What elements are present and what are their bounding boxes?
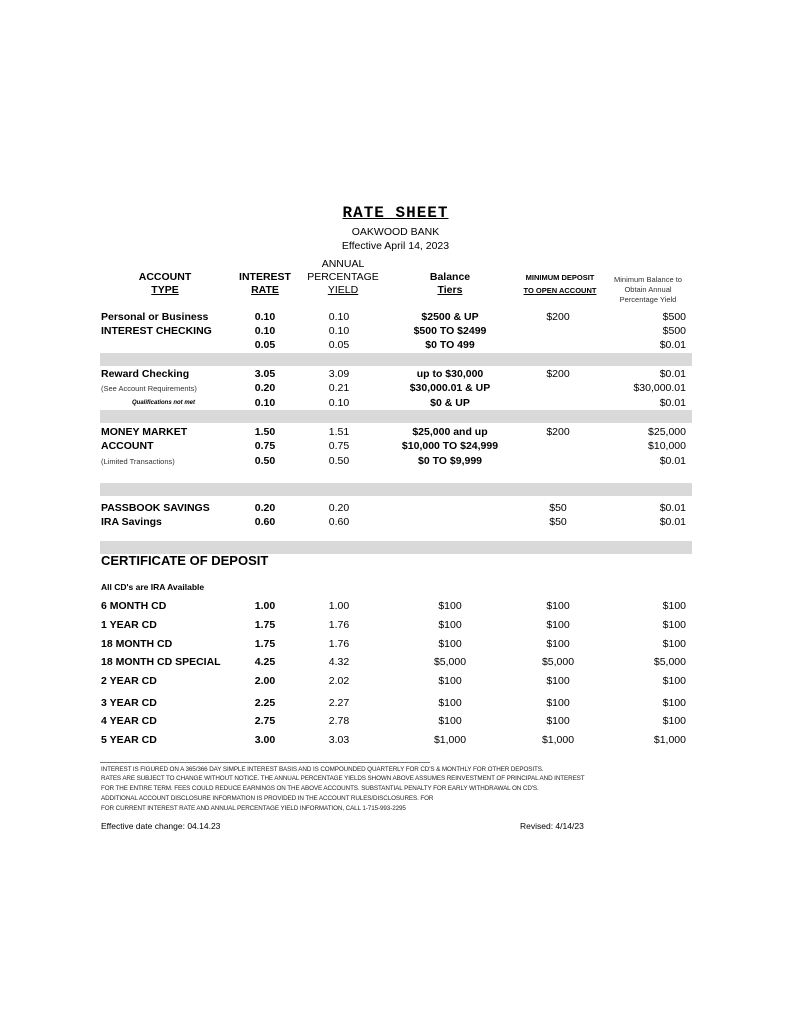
effective-date: Effective April 14, 2023 [341,240,450,252]
table-row: 6 MONTH CD 1.00 1.00 $100 $100 $100 [101,600,686,612]
table-row: 1 YEAR CD 1.75 1.76 $100 $100 $100 [101,619,686,631]
disclosure-line: INTEREST IS FIGURED ON A 365/366 DAY SIMPLE INTEREST BASIS AND IS COMPOUNDED QUARTERLY FOR CD'S & MONTHLY FOR OTHER DEPOSITS. [101,766,544,773]
disclosure-rule [100,762,430,763]
col-min-deposit-header: MINIMUM DEPOSIT TO OPEN ACCOUNT [523,273,597,295]
effective-date-change: Effective date change: 04.14.23 [101,821,221,831]
table-row: Personal or Business 0.10 0.10 $2500 & UP $200 $500 [101,311,686,323]
table-row: Reward Checking 3.05 3.09 up to $30,000 $200 $0.01 [101,368,686,380]
table-row: INTEREST CHECKING 0.10 0.10 $500 TO $2499 $500 [101,325,686,337]
section-divider [100,483,692,496]
table-row: IRA Savings 0.60 0.60 $50 $0.01 [101,516,686,528]
cd-ira-note: All CD's are IRA Available [101,582,205,592]
table-row: 3 YEAR CD 2.25 2.27 $100 $100 $100 [101,697,686,709]
table-row: 2 YEAR CD 2.00 2.02 $100 $100 $100 [101,675,686,687]
disclosure-line: RATES ARE SUBJECT TO CHANGE WITHOUT NOTICE. THE ANNUAL PERCENTAGE YIELDS SHOWN ABOVE ASSUMES REINVESTMENT OF PRINCIPAL AND INTEREST [101,775,585,782]
table-row: PASSBOOK SAVINGS 0.20 0.20 $50 $0.01 [101,502,686,514]
section-divider [100,353,692,366]
col-rate-header: INTEREST RATE [239,271,291,296]
table-row: 0.05 0.05 $0 TO 499 $0.01 [254,339,686,351]
disclosure-line: FOR CURRENT INTEREST RATE AND ANNUAL PERCENTAGE YIELD INFORMATION, CALL 1-715-993-2295 [101,805,406,812]
table-row: Qualifications not met 0.10 0.10 $0 & UP $0.01 [132,397,686,409]
col-tiers-header: Balance Tiers [429,271,471,296]
col-apy-header: ANNUAL PERCENTAGE YIELD [307,258,379,296]
bank-name: OAKWOOD BANK [351,226,440,238]
disclosure-line: ADDITIONAL ACCOUNT DISCLOSURE INFORMATION IS PROVIDED IN THE ACCOUNT RULES/DISCLOSURES. FOR [101,795,434,802]
cd-section-title: CERTIFICATE OF DEPOSIT [101,553,269,568]
table-row: ACCOUNT 0.75 0.75 $10,000 TO $24,999 $10,000 [101,440,686,452]
section-divider [100,410,692,423]
col-min-balance-header: Minimum Balance to Obtain Annual Percentage Yield [614,275,682,304]
table-row: 4 YEAR CD 2.75 2.78 $100 $100 $100 [101,715,686,727]
table-row: MONEY MARKET 1.50 1.51 $25,000 and up $200 $25,000 [101,426,686,438]
table-row: (Limited Transactions) 0.50 0.50 $0 TO $9,999 $0.01 [101,455,686,467]
col-account-header: ACCOUNT TYPE [138,271,192,296]
table-row: (See Account Requirements) 0.20 0.21 $30,000.01 & UP $30,000.01 [101,382,686,394]
table-row: 5 YEAR CD 3.00 3.03 $1,000 $1,000 $1,000 [101,734,686,746]
table-row: 18 MONTH CD SPECIAL 4.25 4.32 $5,000 $5,000 $5,000 [101,656,686,668]
revised-date: Revised: 4/14/23 [520,821,584,831]
disclosure-line: FOR THE ENTIRE TERM. FEES COULD REDUCE EARNINGS ON THE ABOVE ACCOUNTS. SUBSTANTIAL PENALTY FOR EARLY WITHDRAWAL ON CD'S. [101,785,539,792]
table-row: 18 MONTH CD 1.75 1.76 $100 $100 $100 [101,638,686,650]
page-title: RATE SHEET [342,204,449,222]
